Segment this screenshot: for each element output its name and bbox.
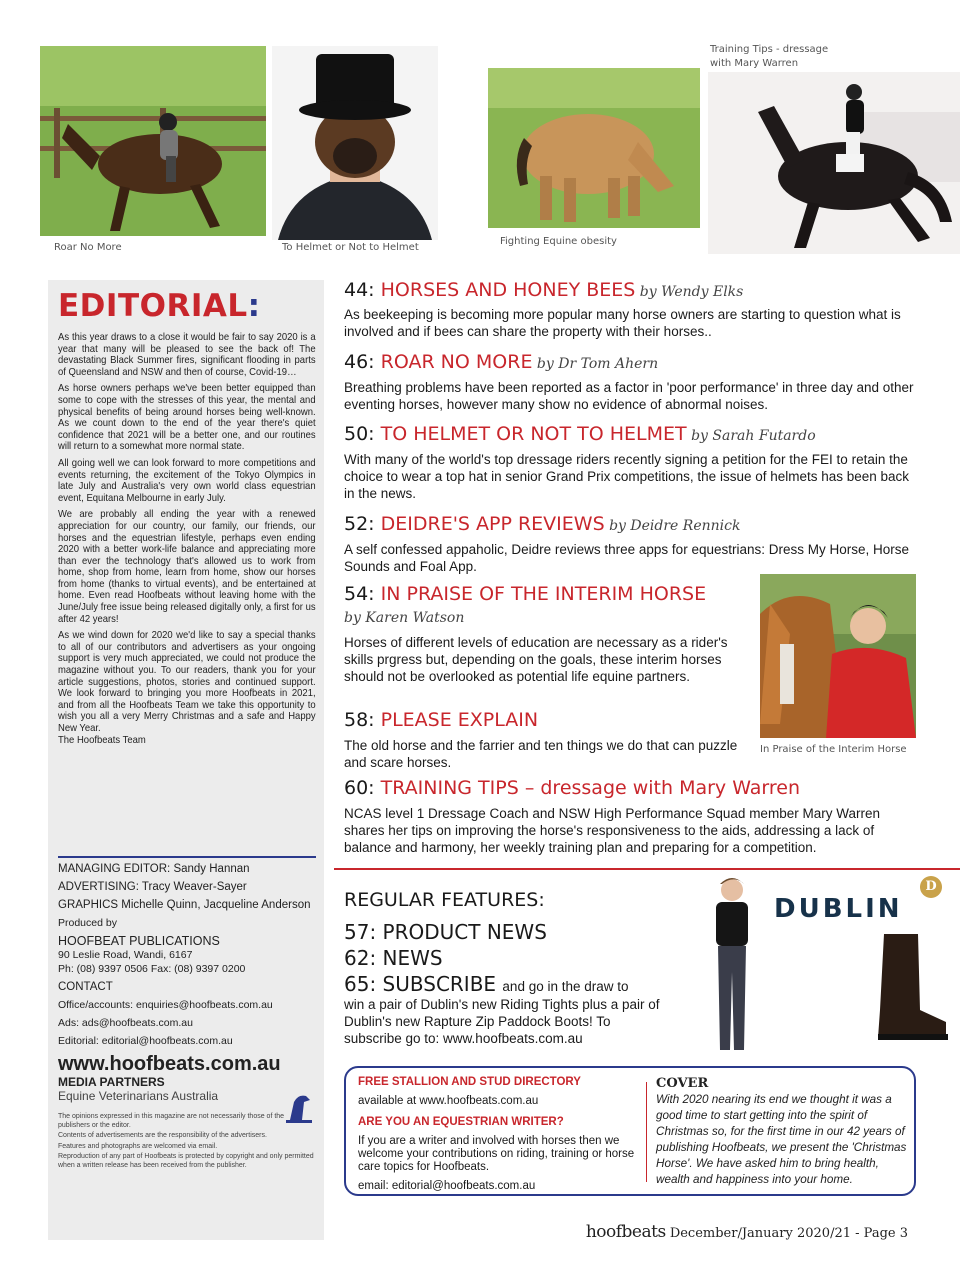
item-54-byline: by Karen Watson xyxy=(344,610,465,626)
writer-text: If you are a writer and involved with horses then we welcome your contributions on riding, training or horse care topics for Hoofbeats. xyxy=(358,1135,635,1173)
caption-training-1: Training Tips - dressage xyxy=(710,44,829,55)
editorial-paragraph: As we wind down for 2020 we'd like to say a special thanks to all of our contributors and advertisers as your ongoing support is very much appreciated, we could not produce the magazine without you. To our readers, thank you for your article suggestions, photos, stories and continued support. We look forward to bringing you more Hoofbeats in 2021, and from all the Hoofbeats Team we take this opportunity to wish you all a very Merry Christmas and a safe and Happy New Year. xyxy=(58,630,316,734)
item-58-desc: The old horse and the farrier and ten things we do that can puzzle and scare horses. xyxy=(344,738,738,770)
editorial-paragraph: All going well we can look forward to more competitions and events returning, the excitement of the Tokyo Olympics in late July and Australia's very own world class equestrian event, Equitana Melbourne in early July. xyxy=(58,457,316,504)
editorial-title: EDITORIAL: xyxy=(58,288,261,324)
item-52-heading[interactable]: 52: DEIDRE'S APP REVIEWS by Deidre Rennick xyxy=(344,513,741,535)
cover-text: With 2020 nearing its end we thought it was a good time to start getting into the spirit of Christmas so, for the first time in our 42 years of publishing Hoofbeats, we present the 'Christmas Horse'. We have asked him to bring health, wealth and happiness into your home. xyxy=(656,1093,907,1186)
ads-email[interactable]: Ads: ads@hoofbeats.com.au xyxy=(58,1017,193,1029)
item-44-heading[interactable]: 44: HORSES AND HONEY BEES by Wendy Elks xyxy=(344,279,744,301)
partner-name: Equine Veterinarians Australia xyxy=(58,1089,219,1103)
stallion-directory-heading[interactable]: FREE STALLION AND STUD DIRECTORY xyxy=(358,1076,581,1088)
disclaimer xyxy=(58,1113,316,1170)
info-divider xyxy=(646,1082,647,1182)
editorial-signoff: The Hoofbeats Team xyxy=(58,734,146,746)
item-60-desc: NCAS level 1 Dressage Coach and NSW High Performance Squad member Mary Warren shares her tips on improving the horse's responsiveness to the aids, addressing a lack of balance and harmony, her weekly training plan and preparing for a competition. xyxy=(344,806,880,855)
writer-heading: ARE YOU AN EQUESTRIAN WRITER? xyxy=(358,1116,564,1128)
office-email[interactable]: Office/accounts: enquiries@hoofbeats.com.au xyxy=(58,999,273,1011)
photo-interim-horse xyxy=(760,574,916,738)
item-46-desc: Breathing problems have been reported as a factor in 'poor performance' in three day and other eventing horses, however many show no evidence of abnormal noises. xyxy=(344,380,914,412)
publisher: HOOFBEAT PUBLICATIONS xyxy=(58,934,220,948)
page-footer xyxy=(586,1222,908,1242)
item-50-heading[interactable]: 50: TO HELMET OR NOT TO HELMET by Sarah Futardo xyxy=(344,423,816,445)
phone: Ph: (08) 9397 0506 Fax: (08) 9397 0200 xyxy=(58,963,246,975)
stallion-directory-text: available at www.hoofbeats.com.au xyxy=(358,1095,539,1107)
item-46-heading[interactable]: 46: ROAR NO MORE by Dr Tom Ahern xyxy=(344,351,659,373)
contact-label: CONTACT xyxy=(58,981,113,993)
credits xyxy=(58,862,316,1172)
section-divider xyxy=(334,868,960,870)
editorial-paragraph: As horse owners perhaps we've been better equipped than some to cope with the stresses of this year, the mental and physical benefits of being around horses being well-known. As we count down to the end of the year there's quiet confidence that 2021 will be a better one, and our routines will return to a somewhat more normal state. xyxy=(58,383,316,453)
item-52-desc: A self confessed appaholic, Deidre reviews three apps for equestrians: Dress My Horse, Horse Sounds and Foal App. xyxy=(344,542,910,574)
editorial-email[interactable]: Editorial: editorial@hoofbeats.com.au xyxy=(58,1035,233,1047)
caption-obesity: Fighting Equine obesity xyxy=(500,236,617,247)
info-box xyxy=(344,1066,916,1196)
item-50-desc: With many of the world's top dressage riders recently signing a petition for the FEI to retain the choice to wear a top hat in senior Grand Prix competitions, the issue of helmets has been back in the news. xyxy=(344,452,910,501)
subscribe-text: win a pair of Dublin's new Riding Tights plus a pair of Dublin's new Rapture Zip Paddock Boots! To subscribe go to: www.hoofbeats.com.au xyxy=(344,997,660,1046)
regular-item-subscribe[interactable]: 65: SUBSCRIBE and go in the draw to xyxy=(344,972,629,996)
item-44-desc: As beekeeping is becoming more popular many horse owners are starting to question what is involved and if bees can share the property with their horses.. xyxy=(344,307,901,339)
editorial-body xyxy=(58,332,316,751)
item-58-heading[interactable]: 58: PLEASE EXPLAIN xyxy=(344,709,539,731)
address: 90 Leslie Road, Wandi, 6167 xyxy=(58,949,193,961)
cover-heading: COVER xyxy=(656,1076,709,1091)
managing-editor: MANAGING EDITOR: Sandy Hannan xyxy=(58,863,250,875)
disclaimer-line: The opinions expressed in this magazine are not necessarily those of the publishers or the editor. xyxy=(58,1113,285,1129)
advertising: ADVERTISING: Tracy Weaver-Sayer xyxy=(58,881,247,893)
regular-item-product-news[interactable]: 57: PRODUCT NEWS xyxy=(344,920,547,944)
photo-training-tips xyxy=(708,72,960,254)
media-partners: MEDIA PARTNERS xyxy=(58,1075,165,1089)
writer-email[interactable]: email: editorial@hoofbeats.com.au xyxy=(358,1180,536,1192)
disclaimer-line: Contents of advertisements are the responsibility of the advertisers. xyxy=(58,1132,267,1139)
divider xyxy=(58,856,316,858)
dublin-advert[interactable] xyxy=(688,872,960,1052)
caption-helmet: To Helmet or Not to Helmet xyxy=(282,242,419,253)
regular-features-heading: REGULAR FEATURES: xyxy=(344,889,545,911)
info-left-column xyxy=(358,1076,638,1193)
graphics: GRAPHICS Michelle Quinn, Jacqueline Anderson xyxy=(58,899,311,911)
caption-interim: In Praise of the Interim Horse xyxy=(760,744,907,755)
disclaimer-line: Features and photographs are welcomed via email. xyxy=(58,1142,218,1150)
dublin-logo: DUBLIN xyxy=(774,894,903,924)
eva-logo-icon xyxy=(284,1092,314,1124)
dublin-badge-icon: D xyxy=(920,876,942,898)
photo-roar-no-more xyxy=(40,46,266,236)
cover-column xyxy=(656,1076,912,1188)
footer-issue: December/January 2020/21 - Page 3 xyxy=(665,1226,908,1241)
produced-by: Produced by xyxy=(58,917,117,929)
photo-helmet xyxy=(272,46,438,240)
item-60-heading[interactable]: 60: TRAINING TIPS – dressage with Mary Warren xyxy=(344,777,801,799)
caption-training-2: with Mary Warren xyxy=(710,58,799,69)
item-54-heading[interactable]: 54: IN PRAISE OF THE INTERIM HORSE xyxy=(344,583,707,605)
photo-equine-obesity xyxy=(488,68,700,228)
footer-brand: hoofbeats xyxy=(585,1222,666,1242)
editorial-sidebar xyxy=(48,280,324,1240)
caption-roar: Roar No More xyxy=(54,242,122,253)
regular-item-news[interactable]: 62: NEWS xyxy=(344,946,443,970)
editorial-paragraph: As this year draws to a close it would be fair to say 2020 is a year that many will be pleased to see the back of! The devastating Black Summer fires, significant flooding in parts of Queensland and NSW and then of course, Covid-19… xyxy=(58,332,316,378)
disclaimer-line: Reproduction of any part of Hoofbeats is protected by copyright and only permitted when a written release has been received from the publisher. xyxy=(58,1153,314,1169)
website-link[interactable]: www.hoofbeats.com.au xyxy=(58,1053,281,1075)
editorial-paragraph: We are probably all ending the year with a renewed appreciation for our country, our family, our friends, our horses and the equestrian lifestyle, perhaps even ending 2020 with a better work-life balance and appreciating more than ever the technology that's allowed us to work from home, shop from home, learn from home, show our horses from home (thanks to virtual events), and be entertained at home. Even read Hoofbeats without leaving home with the June/July free issue being released digitally only, a first for us after 42 years! xyxy=(58,509,316,625)
item-54-desc: Horses of different levels of education are necessary as a rider's skills prgress but, depending on the goals, these interim horses should not be overlooked as potential life equine partners. xyxy=(344,635,728,684)
